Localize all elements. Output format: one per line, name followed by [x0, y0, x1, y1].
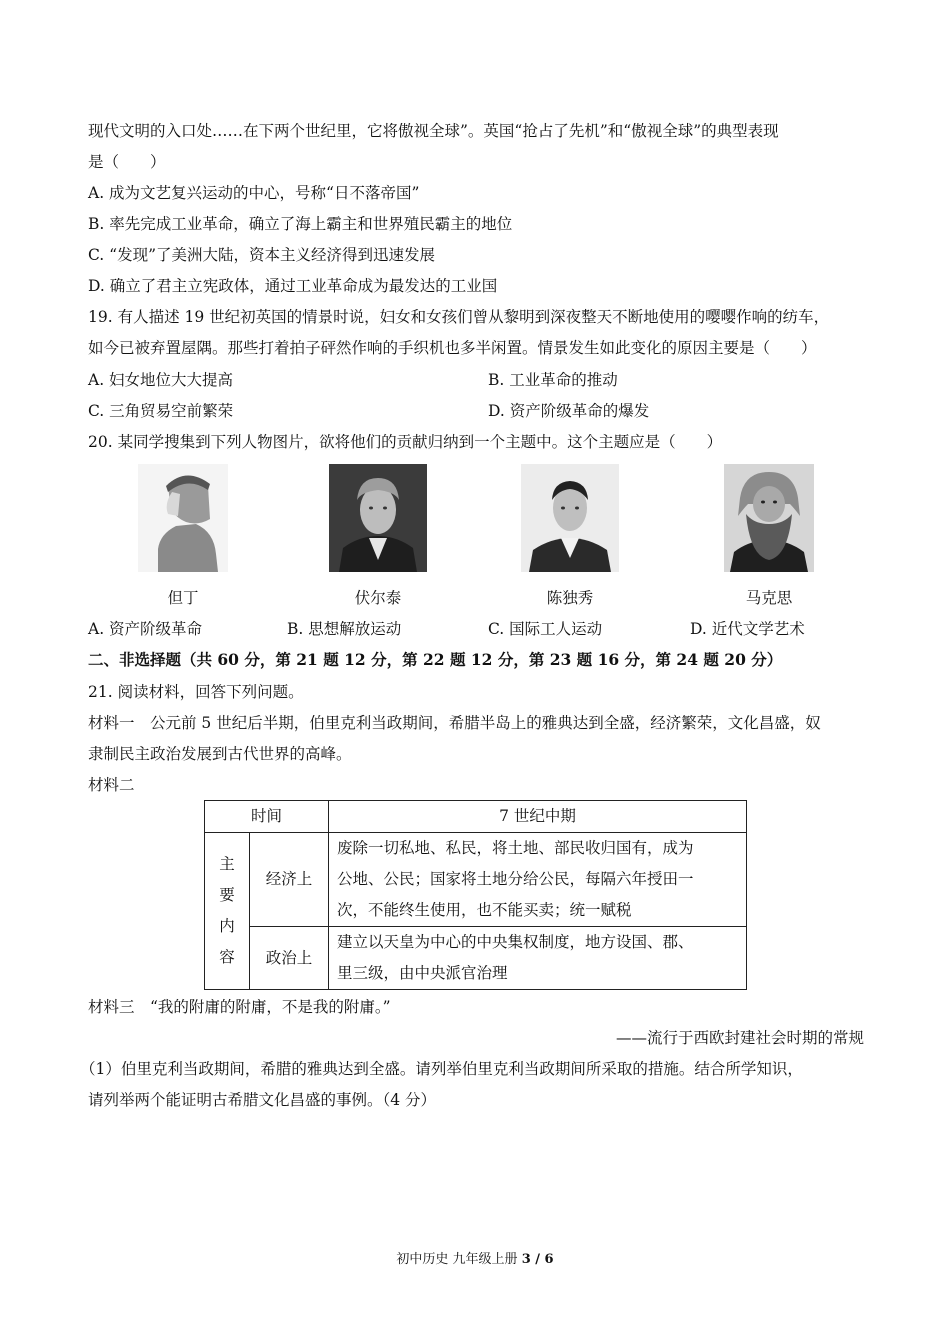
page-footer [0, 1251, 950, 1269]
table-header-period: 7 世纪中期 [329, 801, 747, 833]
q19-option-b: B. 工业革命的推动 [488, 371, 618, 389]
material2-table [204, 800, 747, 990]
q21-material3: 材料三 “我的附庸的附庸，不是我的附庸。” [88, 998, 391, 1016]
q18-option-b: B. 率先完成工业革命，确立了海上霸主和世界殖民霸主的地位 [88, 215, 513, 233]
group-char: 内 [219, 917, 235, 935]
politics-line: 建立以天皇为中心的中央集权制度，地方设国、郡、 [337, 933, 694, 951]
q18-option-c: C. “发现”了美洲大陆，资本主义经济得到迅速发展 [88, 246, 436, 264]
q18-stem-line2: 是（ ） [88, 153, 166, 171]
q21-material1-line1: 材料一 公元前 5 世纪后半期，伯里克利当政期间，希腊半岛上的雅典达到全盛，经济繁荣，文化昌盛，奴 [88, 714, 821, 732]
q21-sub1-line2: 请列举两个能证明古希腊文化昌盛的事例。（4 分） [88, 1091, 437, 1109]
q20-stem: 20. 某同学搜集到下列人物图片，欲将他们的贡献归纳到一个主题中。这个主题应是（ ） [88, 433, 723, 451]
q18-stem-line1: 现代文明的入口处……在下两个世纪里，它将傲视全球”。英国“抢占了先机”和“傲视全球”的典型表现 [88, 122, 779, 140]
footer-subject: 初中历史 九年级上册 [396, 1252, 522, 1267]
caption-marx: 马克思 [745, 589, 793, 607]
group-char: 主 [219, 855, 235, 873]
q18-option-d: D. 确立了君主立宪政体，通过工业革命成为最发达的工业国 [88, 277, 498, 295]
q20-option-c: C. 国际工人运动 [488, 620, 603, 638]
q21-material3-source: ——流行于西欧封建社会时期的常规 [615, 1029, 864, 1047]
voltaire-portrait [329, 464, 427, 572]
politics-line: 里三级，由中央派官治理 [337, 964, 508, 982]
q21-sub1-line1: （1）伯里克利当政期间，希腊的雅典达到全盛。请列举伯里克利当政期间所采取的措施。结合所学知识， [80, 1060, 803, 1078]
q20-option-d: D. 近代文学艺术 [690, 620, 805, 638]
table-row-politics [205, 927, 747, 990]
section-heading: 二、非选择题（共 60 分，第 21 题 12 分，第 22 题 12 分，第 23 题 16 分，第 24 题 20 分） [88, 650, 783, 669]
q18-option-a: A. 成为文艺复兴运动的中心，号称“日不落帝国” [88, 184, 420, 202]
group-char: 容 [219, 948, 235, 966]
caption-dante: 但丁 [167, 589, 199, 607]
marx-portrait [724, 464, 814, 572]
row-label-politics: 政治上 [250, 927, 329, 990]
q20-option-a: A. 资产阶级革命 [88, 620, 203, 638]
row-content-economy [329, 833, 747, 927]
caption-voltaire: 伏尔泰 [354, 589, 402, 607]
q21-material1-line2: 隶制民主政治发展到古代世界的高峰。 [88, 745, 352, 763]
q21-stem: 21. 阅读材料，回答下列问题。 [88, 683, 304, 701]
page-number: 3 / 6 [521, 1252, 554, 1267]
table-header-time: 时间 [205, 801, 329, 833]
table-group-label [205, 833, 250, 990]
dante-portrait [138, 464, 228, 572]
caption-chen-duxiu: 陈独秀 [546, 589, 594, 607]
q19-option-c: C. 三角贸易空前繁荣 [88, 402, 234, 420]
group-char: 要 [219, 886, 235, 904]
q20-option-b: B. 思想解放运动 [287, 620, 402, 638]
q19-option-d: D. 资产阶级革命的爆发 [488, 402, 650, 420]
table-header-row [205, 801, 747, 833]
table-row-economy [205, 833, 747, 927]
row-label-economy: 经济上 [250, 833, 329, 927]
economy-line: 次，不能终生使用，也不能买卖；统一赋税 [337, 901, 632, 919]
q19-stem-line1: 19. 有人描述 19 世纪初英国的情景时说，妇女和女孩们曾从黎明到深夜整天不断地使用的嘤嘤作响的纺车， [88, 308, 830, 326]
economy-line: 公地、公民；国家将土地分给公民，每隔六年授田一 [337, 870, 694, 888]
chen-duxiu-portrait [521, 464, 619, 572]
q19-option-a: A. 妇女地位大大提高 [88, 371, 234, 389]
row-content-politics [329, 927, 747, 990]
q19-stem-line2: 如今已被弃置屋隅。那些打着拍子砰然作响的手织机也多半闲置。情景发生如此变化的原因主要是（ ） [88, 339, 817, 357]
q21-material2-label: 材料二 [88, 776, 135, 794]
economy-line: 废除一切私地、私民，将土地、部民收归国有，成为 [337, 839, 694, 857]
